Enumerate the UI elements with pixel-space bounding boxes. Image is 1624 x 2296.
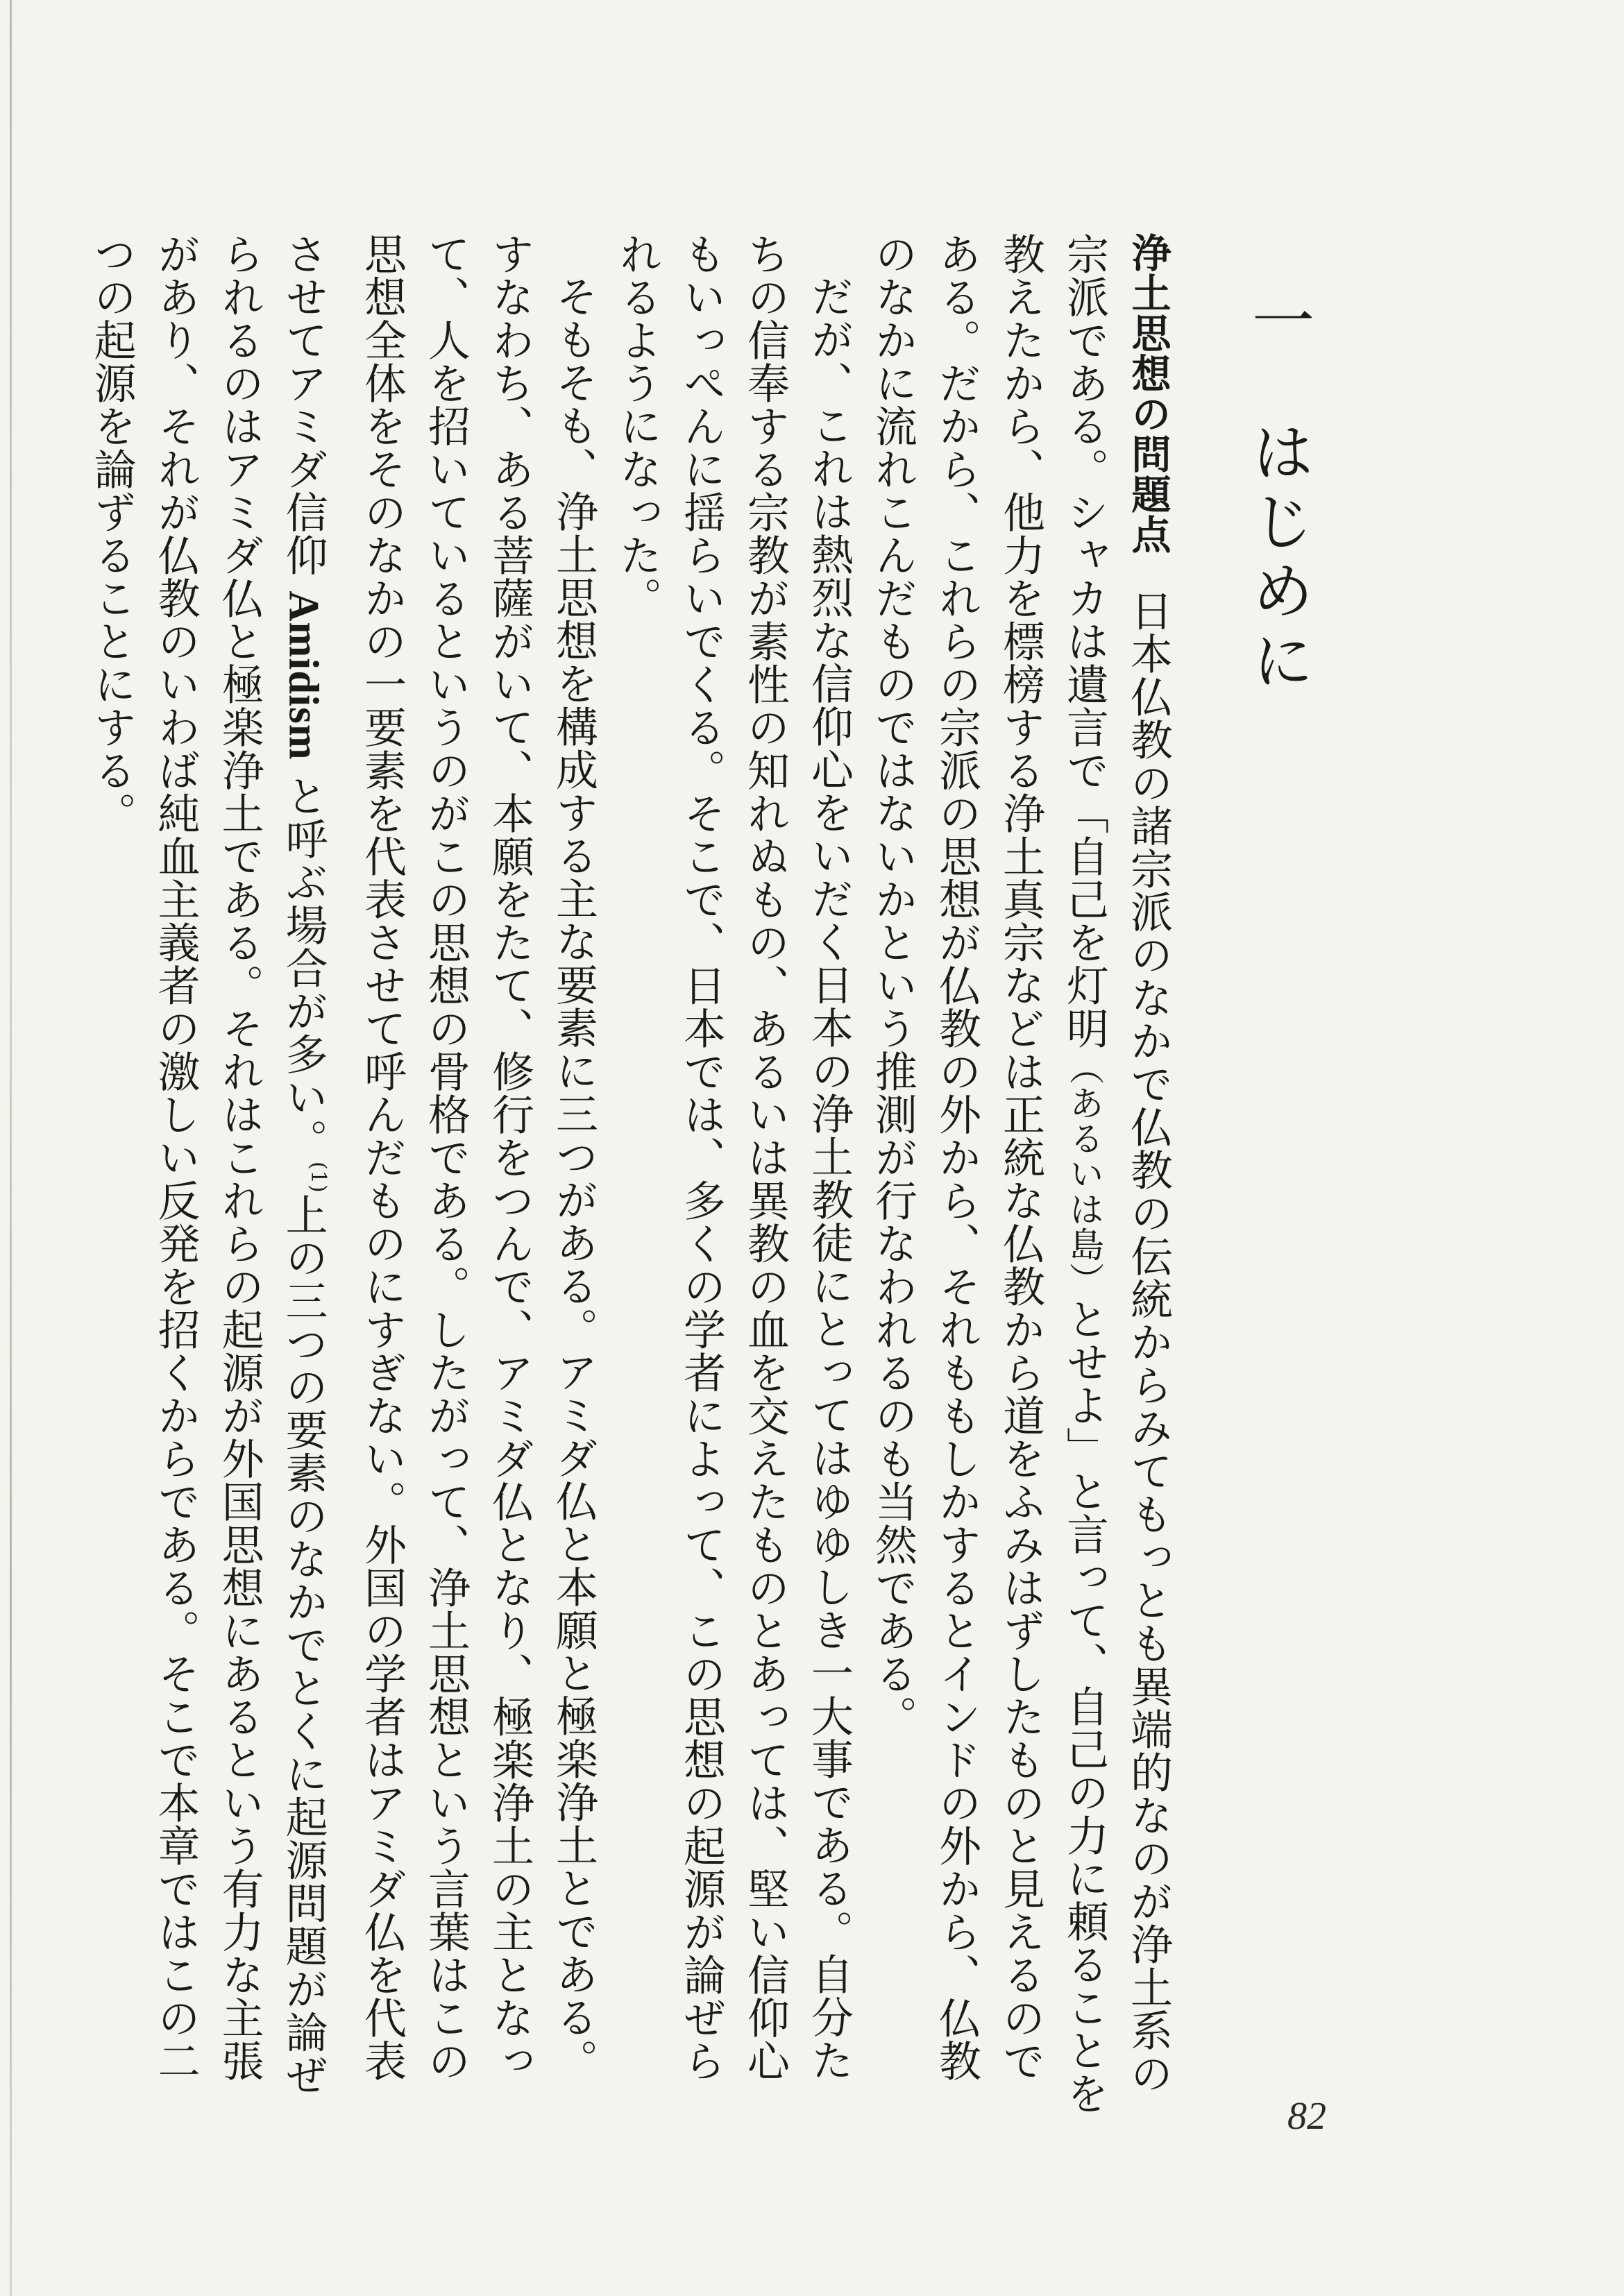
latin-term: Amidism: [280, 590, 327, 760]
paragraph-3: [80, 232, 605, 2120]
footnote-marker: (1): [306, 1162, 330, 1193]
paragraph-1-text-a: 日本仏教の諸宗派のなかで仏教の伝統からみてもっとも異端的なのが浄土系の宗派である。シャカは遺言で「自己を灯明: [1060, 232, 1173, 2095]
paragraph-3-text-c: 上の三つの要素のなかでとくに起源問題が論ぜられるのはアミダ仏と極楽浄土である。それはこれらの起源が外国思想にあるという有力な主張があり、それが仏教のいわば純血主義者の激しい反発を招くからである。そこで本章ではこの二つの起源を論ずることにする。: [87, 232, 328, 2097]
chapter-number: 一: [1241, 288, 1314, 357]
body-text: [80, 232, 1180, 2120]
paragraph-1-note: （あるいは島）: [1064, 1050, 1104, 1298]
scan-page-edge: [10, 0, 12, 2296]
page-number: 82: [1287, 2095, 1326, 2138]
paragraph-2: だが、これは熱烈な信仰心をいだく日本の浄土教徒にとってはゆゆしき一大事である。自分たちの信奉する宗教が素性の知れぬもの、あるいは異教の血を交えたものとあっては、堅い信仰心もいっぺんに揺らいでくる。そこで、日本では、多くの学者によって、この思想の起源が論ぜられるようになった。: [613, 232, 854, 2082]
section-title: 浄土思想の問題点: [1125, 232, 1171, 554]
paragraph-1: [861, 232, 1180, 2120]
chapter-title: はじめに: [1241, 420, 1314, 697]
chapter-heading: [1242, 288, 1312, 697]
paragraph-3-text-a: そもそも、浄土思想を構成する主な要素に三つがある。アミダ仏と本願と極楽浄土とである。すなわち、ある菩薩がいて、本願をたて、修行をつんで、アミダ仏となり、極楽浄土の主となって、人を招いているというのがこの思想の骨格である。したがって、浄土思想という言葉はこの思想全体をそのなかの一要素を代表させて呼んだものにすぎない。外国の学者はアミダ仏を代表させてアミダ信仰: [278, 232, 598, 2082]
paragraph-3-text-b: と呼ぶ場合が多い。: [278, 774, 328, 1162]
paragraph-1-text-b: とせよ」と言って、自己の力に頼ることを教えたから、他力を標榜する浄土真宗などは正統な仏教から道をふみはずしたものと見えるのである。だから、これらの宗派の思想が仏教の外から、それももしかするとインドの外から、仏教のなかに流れこんだものではないかという推測が行なわれるのも当然である。: [868, 232, 1109, 2115]
